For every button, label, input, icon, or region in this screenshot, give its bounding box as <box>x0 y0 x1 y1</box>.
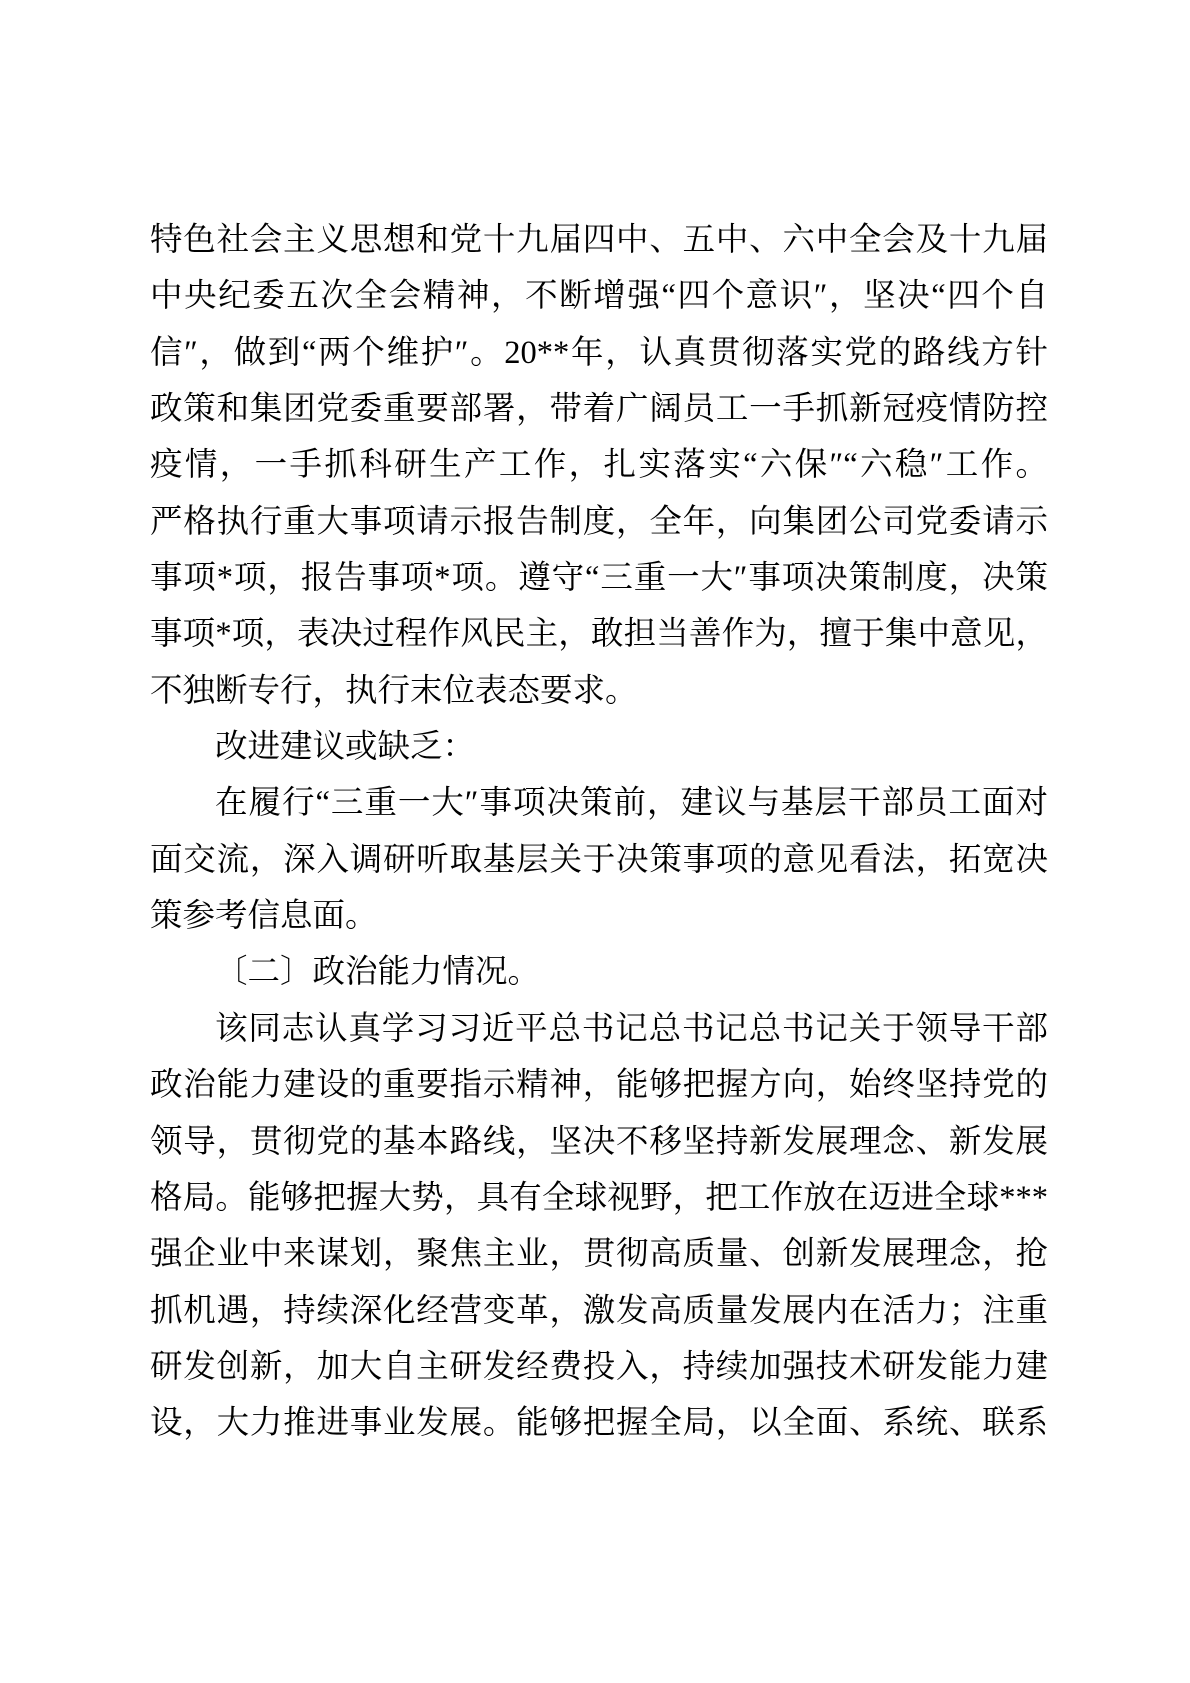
text-line: 面交流，深入调研听取基层关于决策事项的意见看法，拓宽决 <box>150 841 1048 878</box>
text-line: 策参考信息面。 <box>150 898 378 935</box>
text-line: 抓机遇，持续深化经营变革，激发高质量发展内在活力；注重 <box>150 1292 1048 1329</box>
text-line: 特色社会主义思想和党十九届四中、五中、六中全会及十九届 <box>150 222 1048 258</box>
text-line: 〔二〕政治能力情况。 <box>215 954 541 991</box>
document-body <box>150 212 1048 1452</box>
text-line: 不独断专行，执行末位表态要求。 <box>150 672 638 709</box>
text-line: 强企业中来谋划，聚焦主业，贯彻高质量、创新发展理念，抢 <box>150 1236 1048 1273</box>
text-line: 政治能力建设的重要指示精神，能够把握方向，始终坚持党的 <box>150 1067 1048 1104</box>
text-line: 设，大力推进事业发展。能够把握全局，以全面、系统、联系 <box>150 1405 1048 1442</box>
text-line: 该同志认真学习习近平总书记总书记总书记关于领导干部 <box>215 1010 1048 1047</box>
text-line: 严格执行重大事项请示报告制度，全年，向集团公司党委请示 <box>150 503 1048 540</box>
text-line: 事项*项，报告事项*项。遵守“三重一大″事项决策制度，决策 <box>150 560 1048 597</box>
text-line: 事项*项，表决过程作风民主，敢担当善作为，擅于集中意见， <box>150 616 1048 653</box>
text-line: 政策和集团党委重要部署，带着广阔员工一手抓新冠疫情防控 <box>150 391 1048 428</box>
text-line: 格局。能够把握大势，具有全球视野，把工作放在迈进全球*** <box>150 1179 1048 1216</box>
text-line: 在履行“三重一大″事项决策前，建议与基层干部员工面对 <box>215 785 1048 822</box>
text-line: 疫情，一手抓科研生产工作，扎实落实“六保″“六稳″工作。 <box>150 447 1048 484</box>
text-line: 信″，做到“两个维护″。20**年，认真贯彻落实党的路线方针 <box>150 334 1048 371</box>
text-line: 改进建议或缺乏： <box>215 729 476 766</box>
text-line: 研发创新，加大自主研发经费投入，持续加强技术研发能力建 <box>150 1348 1048 1385</box>
text-line: 中央纪委五次全会精神，不断增强“四个意识″，坚决“四个自 <box>150 278 1048 315</box>
text-line: 领导，贯彻党的基本路线，坚决不移坚持新发展理念、新发展 <box>150 1123 1048 1160</box>
